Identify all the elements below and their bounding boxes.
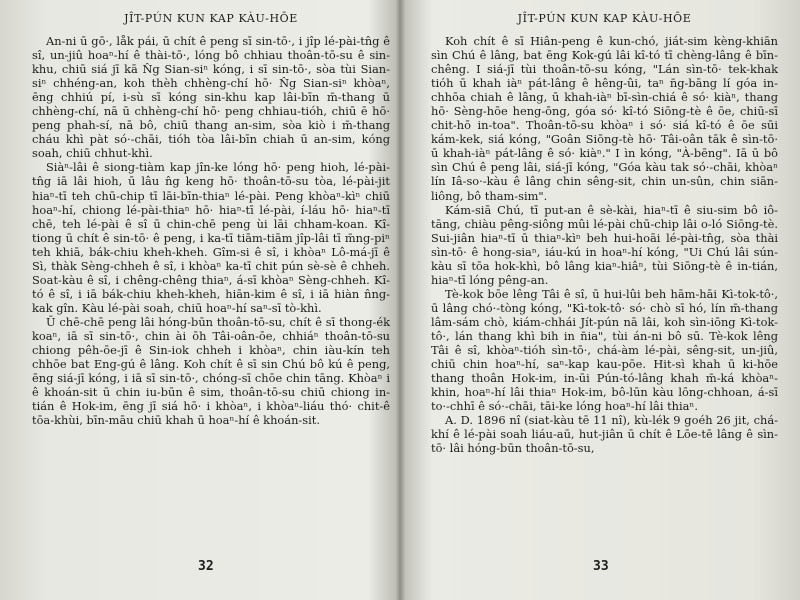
paragraph: A. D. 1896 nî (siat-kàu tē 11 nî), kù-lék 9 goéh 26 jit, chá-khí ê lé-pài soah liáu-aū, hut-jiân ū chít ê Lōe-tē lâng ê sìn-tō· lâi hóng-būn thoân-tō-su, xyxy=(431,413,778,456)
page-number: 32 xyxy=(198,559,214,574)
page-body xyxy=(32,34,390,427)
paragraph: Koh chít ê sī Hiân-peng ê kun-chó, jiát-sim kèng-khiān sìn Chú ê lâng, bat ēng Kok-gú lâi kî-tó tī chèng-lâng ê bīn-chêng. I siá-jī tùi thoân-tō-su kóng, "Lán sìn-tō· tek-khak tióh ū khah iàⁿ pát-lâng ê hêng-ûi, taⁿ n̄g-bāng lí góa in-chhōa chiah ê lâng, ū khah-iàⁿ bī-sìn-chiá ê só· kiàⁿ, thang hō· Sèng-hōe heng-ōng, góa só· kî-tó Siōng-tè ê ōe, chiū-sī chit-hō in-toa". Thoân-tō-su khòaⁿ i só· siá kî-tó ê ōe sūi kám-kek, siá kóng, "Goân Siōng-tè hō· Tâi-oân tāk ê sìn-tō· ū khah-iàⁿ pát-lâng ê só· kiàⁿ." I ìn kóng, "À-bēng". Iā ū bô sìn Chú ê peng lâi, siá-jī kóng, "Góa kàu tak só·-chāi, khòaⁿ lín Iâ-so·-kàu ê lâng chin sêng-sit, chin un-sûn, chin siān-liông, bô tham-sim". xyxy=(431,34,778,203)
page-number: 33 xyxy=(593,559,609,574)
running-header: JÎT-PÚN KUN KAP KÀU-HŌE xyxy=(517,12,692,25)
paragraph: Ū chē-chē peng lâi hóng-būn thoân-tō-su, chít ê sī thong-ék koaⁿ, iā sī sin-tō·, chin ài ōh Tâi-oân-ōe, chhiáⁿ thoân-tō-su chiong pêh-ōe-jī ê Sin-iok chheh i khòaⁿ, chin iàu-kín teh chhōe bat Eng-gú ê lâng. Koh chít ê sī sin Chú bô kú ê peng, ēng siá-jī kóng, i iā sī sin-tō·, chóng-sī chōe chin tāng. Khòaⁿ i ê khoán-sit ū chin iu-būn ê sim, thoân-tō-su chiū chiong in-tián ê Hok-im, ēng jī siá hō· i khòaⁿ, i khòaⁿ-liáu thó· chit-ê tōa-khùi, bīn-māu chiū khah ū hoaⁿ-hí ê khoán-sit. xyxy=(32,314,390,428)
paragraph: Tè-kok bōe lêng Tâi ê sî, ū hui-lûi beh hām-hāi Kì-tok-tô·, ū lâng chó·-tòng kóng, "Kì-tok-tô· só· chò sī hó, lín m̄-thang lâm-sám chò, kiám-chhái Jít-pún nā lâi, koh sìn-iōng Kì-tok-tô·, lán thang khì bih in n̄ia", tùi án-ni bô sū. Tè-kok lêng Tâi ê sî, khòaⁿ-tióh sìn-tō·, chá-àm lé-pài, sêng-sit, un-jiû, chiū chin hoaⁿ-hí, saⁿ-kap kau-pōe. Hit-sì khah ū ki-hōe thang thoân Hok-im, in-ūi Pún-tó-lâng khah m̄-ká khòaⁿ-khin, hoaⁿ-hí lâi thiaⁿ Hok-im, bô-lūn kàu lōng-chhoan, á-sī to·-chhī ê só·-chāi, tāi-ke lóng hoaⁿ-hí lâi thiaⁿ. xyxy=(431,286,778,414)
page-body xyxy=(431,34,778,455)
paragraph: Kám-siā Chú, tī put-an ê sè-kài, hiaⁿ-tī ê siu-sim bô iô-tāng, chiàu pêng-siông mûi lé-pài chū-chip lâi o-ló Siōng-tè. Sui-jiân hiaⁿ-tī ū thiaⁿ-kìⁿ beh hui-hoāi lé-pài-tn̂g, sòa thài sìn-tō· ê hong-siaⁿ, iáu-kú in hoaⁿ-hí kóng, "Ui Chú lâi sún-kàu sī tōa hok-khì, bô lâng kiaⁿ-hiâⁿ, tùi Siōng-tè ê in-tián, hiaⁿ-tī lóng pêng-an. xyxy=(431,202,778,287)
paragraph: An-ni ū gō·, låk pái, ū chít ê peng sī sin-tō·, i jîp lé-pài-tn̂g ê sî, un-jiû hoaⁿ-hí ê thài-tō·, lóng bô chhiau thoân-tō-su ê sin-khu, chiū siá jī kā N̂g Sian-siⁿ kóng, i sī sin-tō·, sòa tùi Sian-siⁿ chhéng-an, koh thèh chhèng-chí hō· N̂g Sian-siⁿ khòaⁿ, ēng chhiú pí, i-sù sī kóng sin-khu kap lâi-bīn m̄-thang ū chhèng-chí, nā ū chhèng-chí hō· peng chhiau-tióh, chiū ē hō· peng phah-sí, nā bô, chiū thang an-sim, sòa kiò i m̄-thang cháu khì pàt só·-chāi, tióh tòa lâi-bīn chiah ū an-sim, kóng soah, chiū chhut-khì. xyxy=(32,34,390,161)
paragraph: Siàⁿ-lâi ê siong-tiàm kap jîn-ke lóng hō· peng hioh, lé-pài-tn̂g iā lâi hioh, ū lâu n̂g keng hō· thoân-tō-su tòa, lé-pài-jit hiaⁿ-tī teh chū-chip tī lāi-bīn-thiaⁿ lé-pài. Peng khòaⁿ-kìⁿ chiū hoaⁿ-hí, chiong lé-pài-thiaⁿ hō· hiaⁿ-tī lé-pài, í-láu hō· hiaⁿ-tī chē, teh lé-pài ê sî ū chin-chē peng ùi lāi chham-koan. Kî-tiong ū chít ê sin-tō· ê peng, i ka-tī tiām-tiām jîp-lâi tī m̄ng-piⁿ teh khiā, bák-chiu kheh-kheh. Gîm-si ê sî, i khòaⁿ Lô-má-jī ê Sì, thàk Sèng-chheh ê sî, i khòaⁿ ka-tī chit pún sè-sè ê chheh. Soat-kàu ê sî, i chêng-chêng thiaⁿ, á-sī khòaⁿ Sèng-chheh. Kî-tó ê sî, i iā bák-chiu kheh-kheh, hiān-kim ê sî, i iā hiàn n̂ng-kak gîn. Kàu lé-pài soah, chiū hoaⁿ-hí saⁿ-sī tò-khì. xyxy=(32,160,390,315)
running-header: JÎT-PÚN KUN KAP KÀU-HŌE xyxy=(124,12,298,25)
right-page xyxy=(403,0,800,600)
